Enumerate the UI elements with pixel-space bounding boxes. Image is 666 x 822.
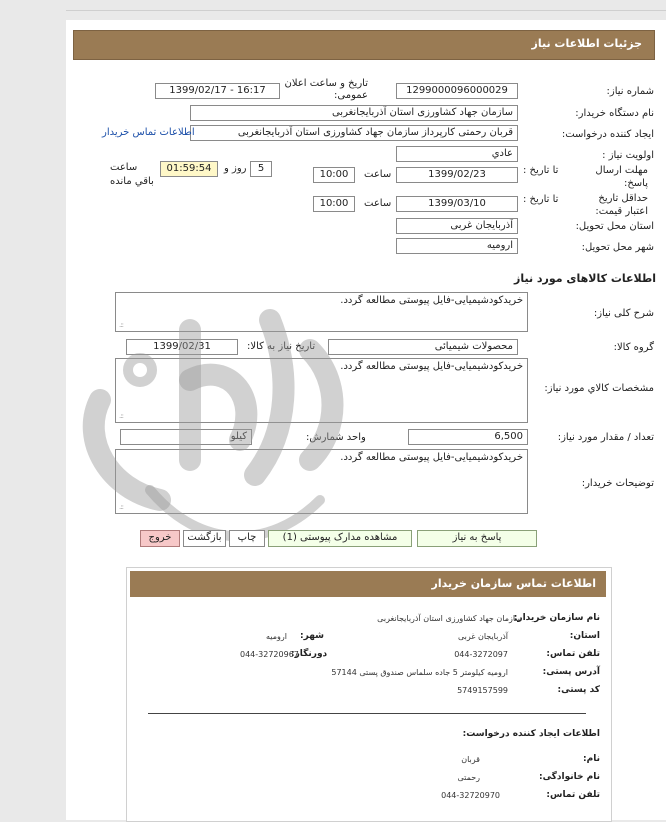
need-date-field: 1399/02/31 bbox=[126, 339, 238, 355]
days-label: روز و bbox=[224, 163, 247, 174]
city-field: ارومیه bbox=[396, 238, 518, 254]
contact-phone-label: تلفن تماس: bbox=[546, 649, 600, 659]
requester-label: ایجاد کننده درخواست: bbox=[561, 129, 654, 140]
creator-first-name-value: قربان bbox=[461, 755, 480, 764]
validity-time-field: 10:00 bbox=[313, 196, 355, 212]
creator-section-title: اطلاعات ایجاد کننده درخواست: bbox=[462, 729, 600, 739]
print-button[interactable]: چاپ bbox=[229, 530, 265, 547]
deadline-label: مهلت ارسال پاسخ: bbox=[595, 165, 648, 189]
deadline-time-field: 10:00 bbox=[313, 167, 355, 183]
buyer-notes-label: توضیحات خریدار: bbox=[581, 478, 654, 489]
days-field: 5 bbox=[250, 161, 272, 177]
validity-label: حداقل تاریخ اعتبار قیمت: bbox=[595, 193, 648, 217]
remaining-label-text: ساعت باقي مانده bbox=[110, 162, 154, 187]
goods-spec-label: مشخصات کالاي مورد نیاز: bbox=[544, 383, 654, 394]
reply-button[interactable]: پاسخ به نیاز bbox=[417, 530, 537, 547]
creator-first-name-label: نام: bbox=[583, 754, 600, 764]
contact-divider bbox=[148, 713, 586, 714]
contact-phone-value: 044-3272097 bbox=[454, 650, 508, 659]
resize-grip-icon: ::. bbox=[119, 321, 123, 329]
need-number-label: شماره نیاز: bbox=[606, 86, 654, 97]
priority-field: عادي bbox=[396, 146, 518, 162]
contact-card-title: اطلاعات تماس سازمان خریدار bbox=[431, 577, 596, 590]
goods-spec-text: خریدکودشیمیایی-فایل پیوستی مطالعه گردد. bbox=[340, 361, 523, 372]
need-number-field: 1299000096000029 bbox=[396, 83, 518, 99]
creator-phone-label: تلفن تماس: bbox=[546, 790, 600, 800]
requester-field: قربان رحمتی کارپرداز سازمان جهاد کشاورزی استان آذربایجانغربی bbox=[190, 125, 518, 141]
goods-group-label: گروه کالا: bbox=[613, 342, 654, 353]
deadline-until-label: تا تاریخ : bbox=[523, 165, 559, 176]
panel-header bbox=[73, 30, 655, 60]
buyer-org-label: نام دستگاه خریدار: bbox=[575, 108, 654, 119]
exit-button[interactable]: خروج bbox=[140, 530, 180, 547]
goods-group-field: محصولات شیمیائی bbox=[328, 339, 518, 355]
validity-until-label: تا تاریخ : bbox=[523, 194, 559, 205]
contact-card-header bbox=[130, 571, 606, 597]
watermark-logo bbox=[40, 260, 370, 600]
qty-label: تعداد / مقدار مورد نیاز: bbox=[557, 432, 654, 443]
top-divider bbox=[66, 10, 666, 11]
back-button[interactable]: بازگشت bbox=[183, 530, 226, 547]
contact-org-label: نام سازمان خریدار: bbox=[513, 613, 600, 623]
deadline-time-label: ساعت bbox=[364, 169, 392, 180]
need-date-label: تاریخ نیاز به کالا: bbox=[247, 341, 316, 352]
province-label: استان محل تحویل: bbox=[575, 221, 654, 232]
resize-grip-icon: ::. bbox=[119, 503, 123, 511]
buyer-org-field: سازمان جهاد کشاورزی استان آذربایجانغربی bbox=[190, 105, 518, 121]
announce-label: تاریخ و ساعت اعلان عمومی: bbox=[284, 78, 368, 101]
buyer-contact-link[interactable]: اطلاعات تماس خریدار bbox=[102, 127, 195, 138]
panel-title: جزئیات اطلاعات نیاز bbox=[531, 37, 642, 50]
contact-address-label: آدرس پستی: bbox=[542, 667, 600, 677]
contact-org-value: سازمان جهاد کشاورزی استان آذربایجانغربی bbox=[377, 614, 522, 623]
goods-section-title: اطلاعات کالاهای مورد نیاز bbox=[514, 272, 656, 285]
priority-label: اولویت نیاز : bbox=[602, 150, 654, 161]
deadline-date-field: 1399/02/23 bbox=[396, 167, 518, 183]
remaining-time-field: 01:59:54 bbox=[160, 161, 218, 177]
city-label: شهر محل تحویل: bbox=[581, 242, 654, 253]
contact-card bbox=[126, 567, 612, 822]
validity-time-label: ساعت bbox=[364, 198, 392, 209]
buyer-notes-text: خریدکودشیمیایی-فایل پیوستی مطالعه گردد. bbox=[340, 452, 523, 463]
unit-field: کیلو bbox=[120, 429, 252, 445]
remaining-label bbox=[110, 161, 158, 189]
province-field: آذربایجان غربی bbox=[396, 218, 518, 234]
creator-phone-value: 044-32720970 bbox=[441, 791, 500, 800]
contact-province-value: آذربایجان غربی bbox=[457, 632, 508, 641]
contact-postal-value: 5749157599 bbox=[457, 686, 508, 695]
goods-desc-text: خریدکودشیمیایی-فایل پیوستی مطالعه گردد. bbox=[340, 295, 523, 306]
validity-date-field: 1399/03/10 bbox=[396, 196, 518, 212]
contact-city-label: شهر: bbox=[300, 631, 324, 641]
unit-label: واحد شمارش: bbox=[306, 432, 366, 443]
contact-fax-label: دورنگار: bbox=[291, 649, 328, 659]
creator-last-name-value: رحمتی bbox=[457, 773, 480, 782]
contact-province-label: استان: bbox=[569, 631, 600, 641]
contact-fax-value: 044-32720967 bbox=[240, 650, 299, 659]
resize-grip-icon: ::. bbox=[119, 412, 123, 420]
announce-field: 1399/02/17 - 16:17 bbox=[155, 83, 280, 99]
contact-city-value: ارومیه bbox=[266, 632, 287, 641]
contact-address-value: ارومیه کیلومتر 5 جاده سلماس صندوق پستی 57144 bbox=[331, 668, 508, 677]
contact-postal-label: کد پستی: bbox=[557, 685, 600, 695]
qty-field: 6,500 bbox=[408, 429, 528, 445]
view-docs-button[interactable]: مشاهده مدارک پیوستی (1) bbox=[268, 530, 412, 547]
goods-desc-label: شرح کلی نیاز: bbox=[593, 308, 654, 319]
creator-last-name-label: نام خانوادگی: bbox=[538, 772, 600, 782]
